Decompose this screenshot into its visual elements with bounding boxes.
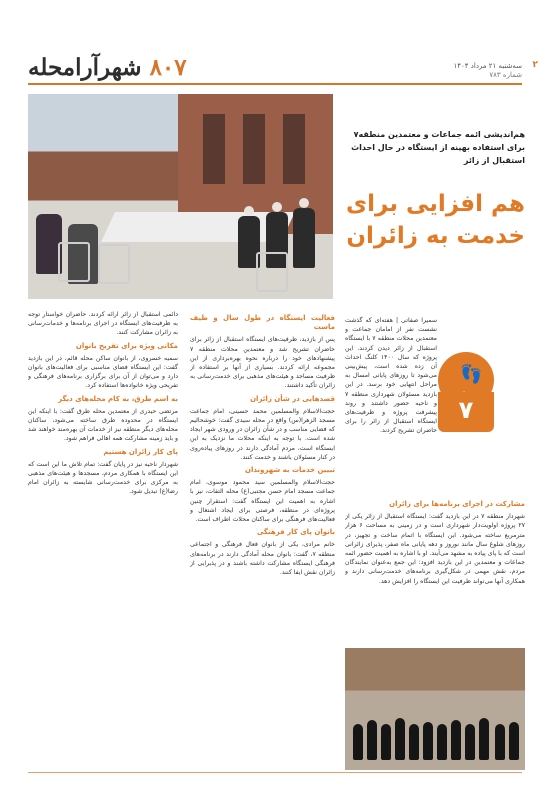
page-header (0, 0, 550, 86)
photo-person (293, 208, 315, 268)
section-paragraph: مرتضی حیدری از معتمدین محله طرق گفت: با اینکه این ایستگاه در محدوده طرق ساخته می‌شود، ساکنان محله‌های دیگر منطقه نیز از خدمات آن بهره‌مند خواهند شد و باید زمینه مشارکت همه اهالی فراهم شود. (28, 407, 178, 443)
main-photo (28, 94, 333, 299)
photo-person (451, 720, 461, 760)
masthead-title: شهرآرامحله (28, 54, 142, 81)
article-lead: هم‌اندیشی ائمه جماعات و معتمدین منطقه۷ برای استفاده بهینه از ایستگاه در حال احداث استقبال از زائر (351, 130, 525, 165)
photo-person (437, 724, 447, 760)
photo-person (367, 720, 377, 760)
header-rule (28, 83, 522, 85)
photo-window (283, 114, 305, 184)
photo-person (423, 722, 433, 760)
footsteps-icon: 👣 (460, 364, 483, 385)
section-paragraph: پس از بازدید، ظرفیت‌های ایستگاه استقبال از زائر برای حاضران تشریح شد و معتمدین محلات منطقه ۷ پیشنهادهای خود را درباره نحوه بهره‌برداری از این مجموعه ارائه کردند. بسیاری از آنها بر استفاده از ظرفیت مساجد و هیئت‌های مذهبی برای خدمت‌رسانی به زائران تأکید داشتند. (190, 336, 335, 390)
article-headline: هم افزایی برای خدمت به زائران (346, 191, 525, 249)
section-paragraph: خانم مرادی، یکی از بانوان فعال فرهنگی و اجتماعی منطقه ۷، گفت: بانوان محله آمادگی دارند در برنامه‌های فرهنگی ایستگاه مشارکت داشته باشند و در پذیرایی از زائران نقش ایفا کنند. (190, 541, 335, 577)
photo-person (395, 718, 405, 760)
column-right-bottom (345, 496, 525, 644)
footer-rule (28, 772, 522, 773)
page-number: ۲ (532, 60, 538, 70)
section-heading: بانوان پای کار فرهنگی (256, 528, 335, 537)
photo-chair (58, 242, 90, 282)
photo-person-head (244, 206, 254, 216)
section-paragraph: شهردار منطقه ۷ در این بازدید گفت: ایستگاه استقبال از زائر یکی از ۲۷ پروژه اولویت‌دار شهرداری است و در زمینی به مساحت ۶ هزار مترمربع ساخته می‌شود. این ایستگاه با اتمام ساخت و تجهیز، در روزهای شلوغ سال مانند نوروز و دهه پایانی ماه صفر، پذیرای زائرانی است که با پای پیاده به مشهد می‌آیند. او با اشاره به اهمیت حضور ائمه جماعات و معتمدین در این بازدید افزود: این جمع به‌عنوان نمایندگان مردم، نقش مهمی در شکل‌گیری برنامه‌های خدمت‌رسانی دارند و همکاری آنها می‌تواند ظرفیت این ایستگاه را افزایش دهد. (345, 513, 525, 585)
section-heading: به اسم طرق، به کام محله‌های دیگر (58, 394, 178, 403)
secondary-photo (345, 648, 525, 770)
section-heading: قصدهایی در شأن زائران (250, 394, 335, 403)
section-heading: تبیین خدمات به شهروندان (244, 466, 335, 475)
section-number-badge (438, 392, 494, 432)
column-left (28, 310, 178, 770)
photo-window (203, 114, 225, 184)
section-paragraph: سمیه خسروی، از بانوان ساکن محله قائم، در این بازدید گفت: این ایستگاه فضای مناسبی برای فعالیت‌های بانوان دارد و می‌توان از آن برای برگزاری برنامه‌های فرهنگی و تفریحی ویژه خانواده‌ها استفاده کرد. (28, 354, 178, 390)
section-heading: مکانی ویژه برای تفریح بانوان (75, 341, 178, 350)
section-paragraph: حجت‌الاسلام والمسلمین محمد حسینی، امام جماعت مسجد الزهرا(س) واقع در محله سیدی گفت: خوشحالیم که فضایی مناسب و در شأن زائران در ورودی شهر ایجاد شده است. با توجه به اینکه محلات ما نزدیک به این ایستگاه است، مردم آمادگی دارند در روزهای پیاده‌روی در کنار مسئولان باشند و خدمت کنند. (190, 407, 335, 461)
issue-number: شماره ۷۸۳ (489, 71, 522, 79)
photo-person-head (299, 198, 309, 208)
photo-person-head (272, 202, 282, 212)
column-right-top (345, 316, 437, 484)
photo-person (381, 724, 391, 760)
photo-person (495, 724, 505, 760)
section-paragraph: حجت‌الاسلام والمسلمین سید محمود موسوی، امام جماعت مسجد امام حسن مجتبی(ع) محله التفات، نیز با اشاره به اهمیت این ایستگاه گفت: استقرار چنین پروژه‌ای در منطقه، فرصتی برای ایجاد اشتغال و فعالیت‌های فرهنگی برای ساکنان محلات اطراف است. (190, 479, 335, 524)
photo-person (353, 724, 363, 760)
photo-person (465, 724, 475, 760)
section-paragraph: شهردار ناحیه نیز در پایان گفت: تمام تلاش ما این است که این ایستگاه با همکاری مردم، مسجدها و هیئت‌های مذهبی به مرکزی برای خدمت‌رسانی شایسته به زائران امام رضا(ع) تبدیل شود. (28, 460, 178, 496)
section-number: ۷ (458, 396, 474, 424)
section-heading: پای کار زائران هستیم (103, 447, 178, 456)
photo-person (479, 718, 489, 760)
column-middle (190, 310, 335, 770)
photo-chair (256, 252, 288, 292)
photo-window (243, 114, 265, 184)
masthead-logo (28, 54, 187, 81)
article-intro: سمیرا صفاتی | هفته‌ای که گذشت نشست نفر از امامان جماعت و معتمدین محلات منطقه ۷ با ایستگاه استقبال از زائر دیدن کردند. این پروژه که سال ۱۴۰۰ کلنگ احداث آن زده شده است، پیش‌بینی می‌شود تا روزهای پایانی امسال به مراحل انتهایی خود برسد. در این بازدید مسئولان شهرداری منطقه ۷ و ناحیه حضور داشتند و روند پیشرفت پروژه و ظرفیت‌های ایستگاه استقبال از زائر را برای حاضران تشریح کردند. (345, 317, 437, 435)
photo-person (509, 722, 519, 760)
section-paragraph: دائمی استقبال از زائر ارائه کردند. حاضران خواستار توجه به ظرفیت‌های ایستگاه در اجرای برنامه‌ها و خدمات‌رسانی به زائران مشارکت کنند. (28, 311, 178, 337)
masthead-number: ۸۰۷ (149, 54, 187, 81)
section-heading: مشارکت در اجرای برنامه‌ها برای زائران (389, 500, 525, 508)
issue-date: سه‌شنبه ۲۱ مرداد ۱۴۰۴ (453, 62, 522, 70)
section-heading: فعالیت ایستگاه در طول سال و طیف ماست (190, 314, 335, 332)
photo-person (409, 724, 419, 760)
photo-chair (98, 244, 130, 284)
